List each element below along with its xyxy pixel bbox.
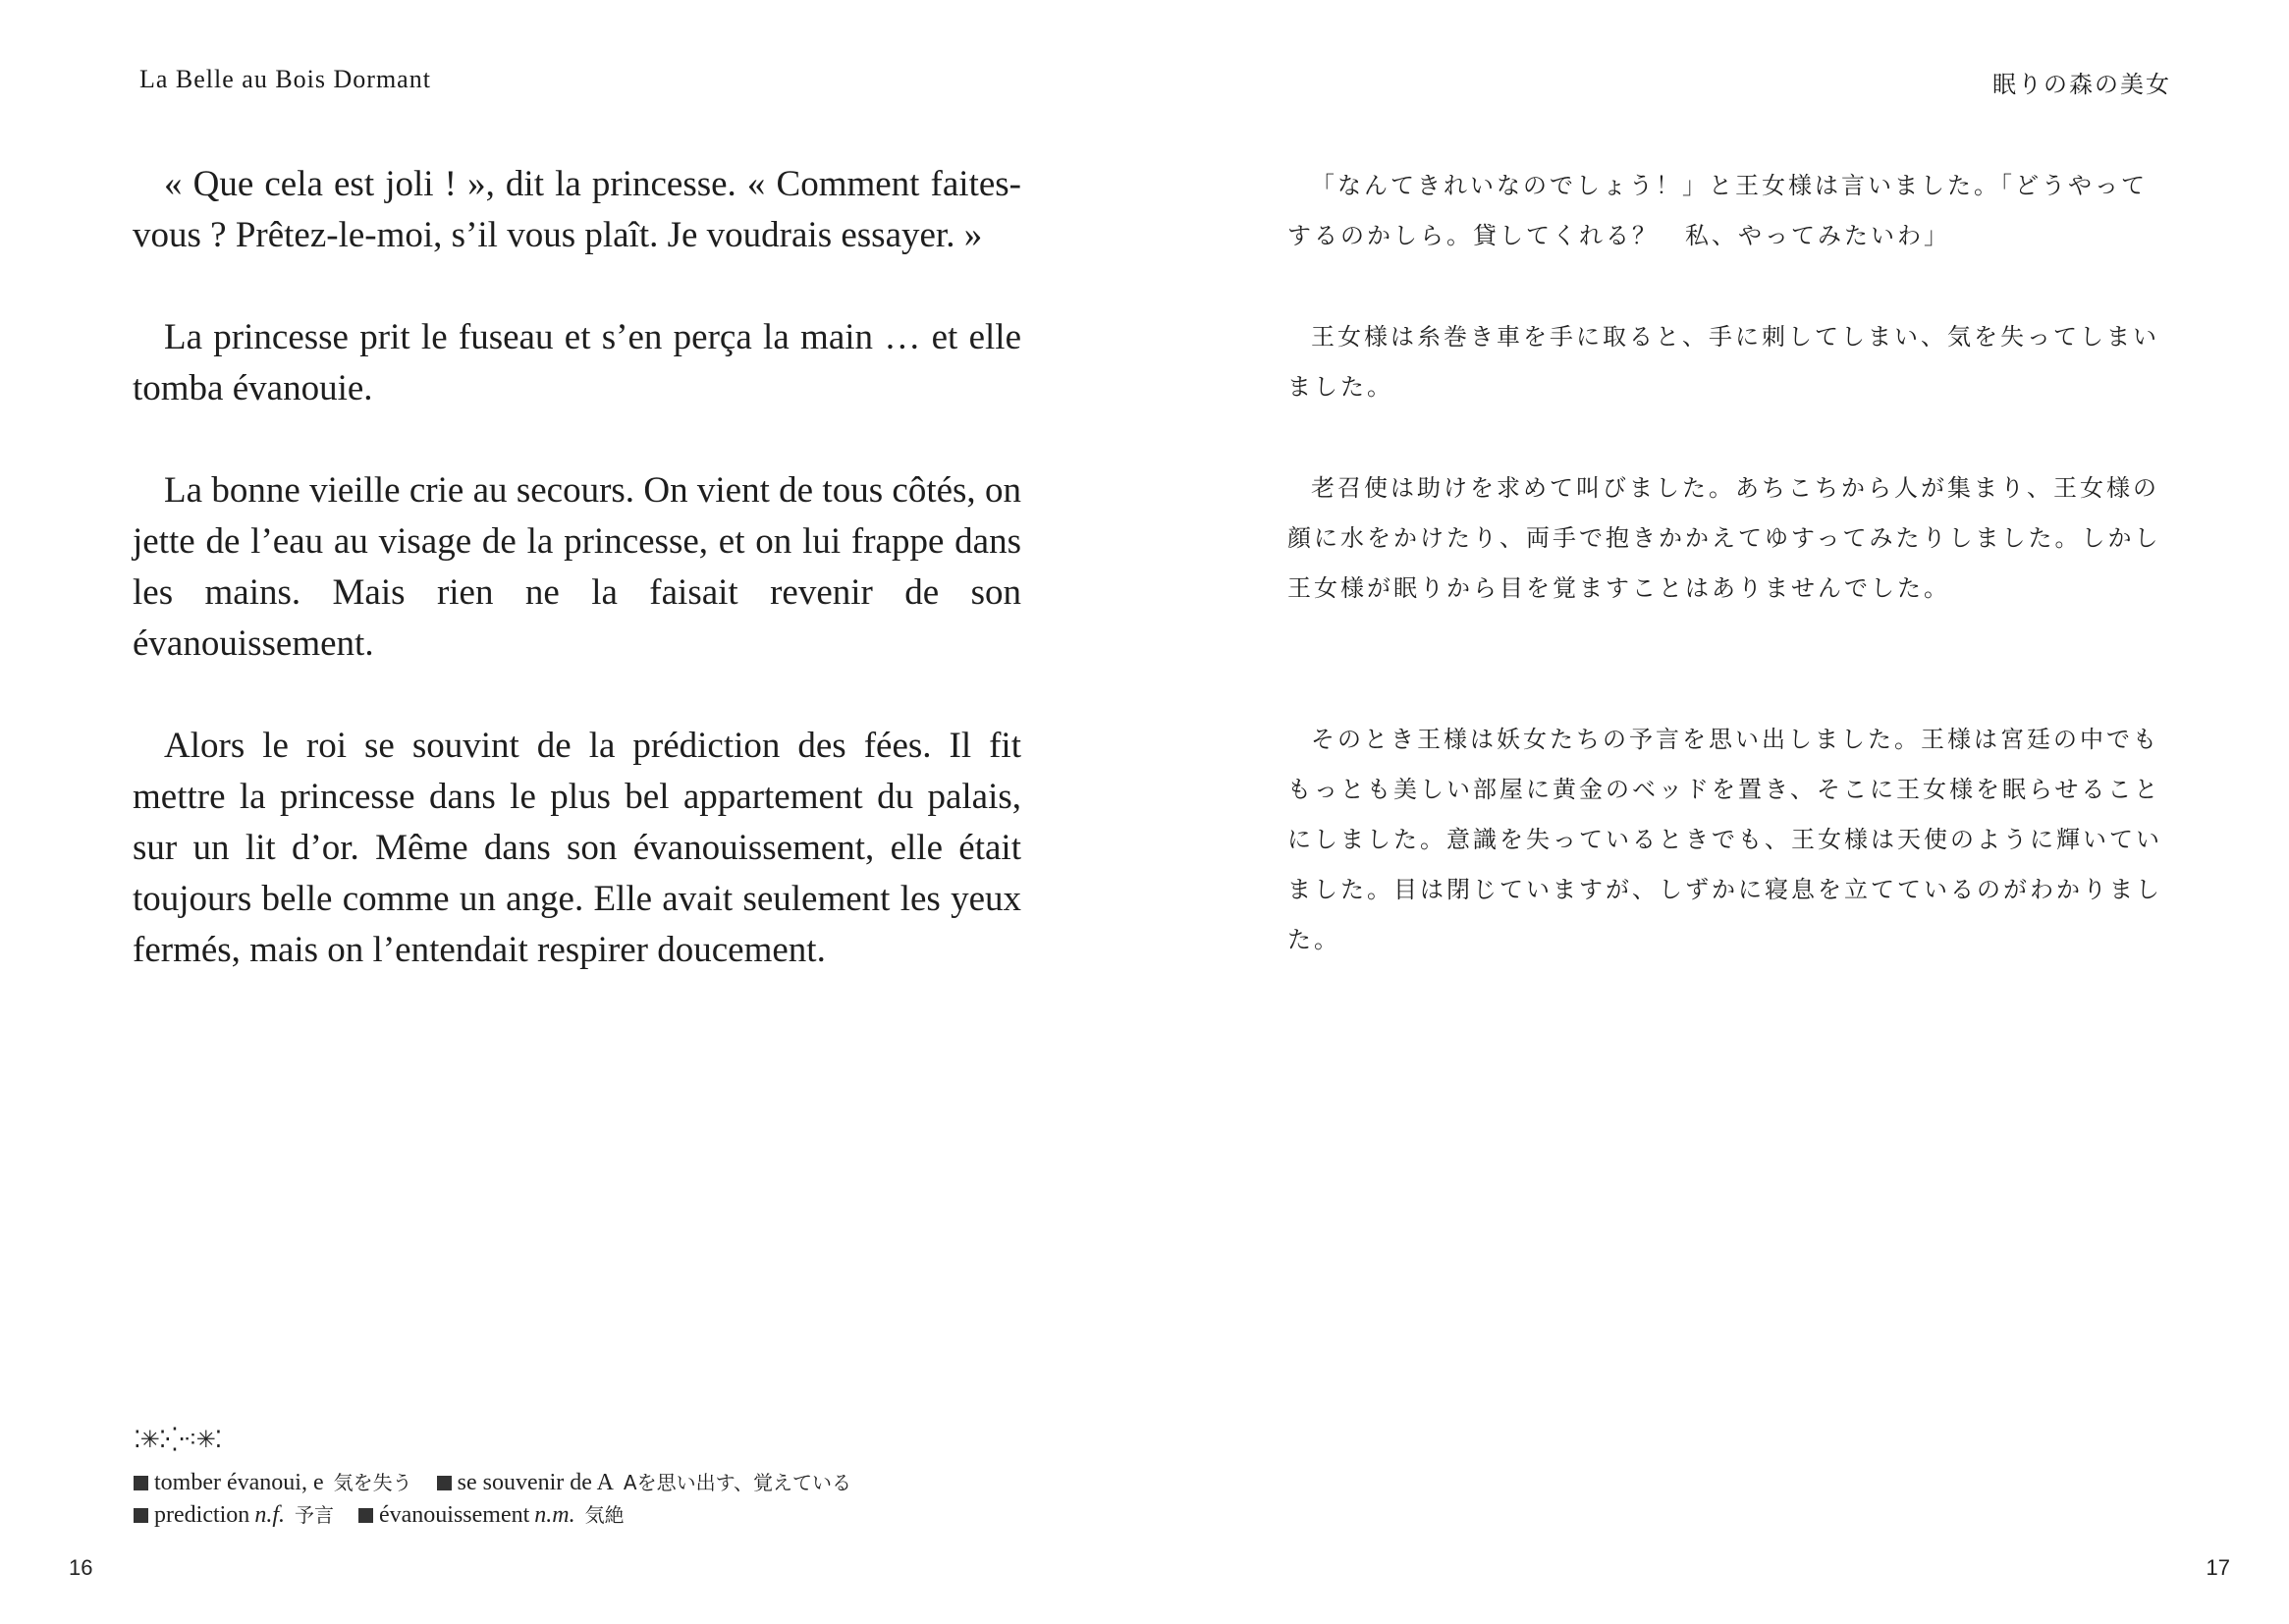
- glossary-definition: Aを思い出す、覚えている: [623, 1471, 852, 1494]
- glossary-part-of-speech: n.m.: [534, 1502, 575, 1528]
- glossary-entry: [134, 1471, 419, 1495]
- glossary-entry: [437, 1471, 851, 1495]
- glossary-entry: [134, 1503, 341, 1528]
- japanese-text-body: [1287, 161, 2171, 965]
- glossary-entry: [358, 1503, 625, 1528]
- vocabulary-glossary: [134, 1467, 1017, 1532]
- glossary-term: prediction: [154, 1502, 250, 1528]
- japanese-paragraph: 老召使は助けを求めて叫びました。あちこちから人が集まり、王女様の顔に水をかけたり、両手で抱きかかえてゆすってみたりしました。しかし王女様が眠りから目を覚ますことはありませんでした。: [1287, 474, 2161, 602]
- french-paragraph: La bonne vieille crie au secours. On vient de tous côtés, on jette de l’eau au visage de la princesse, et on lui frappe dans les mains. Mais rien ne la faisait revenir de son évanouissement.: [133, 470, 1021, 664]
- glossary-part-of-speech: n.f.: [254, 1502, 285, 1528]
- sparkle-ornament-icon: ⁚✳⁚⁛⁖✳⁚: [134, 1426, 222, 1453]
- french-text-body: [133, 159, 1021, 976]
- left-page: [0, 0, 1144, 1624]
- french-paragraph: La princesse prit le fuseau et s’en perça la main … et elle tomba évanouie.: [133, 317, 1021, 408]
- glossary-term: évanouissement: [378, 1502, 530, 1528]
- glossary-definition: 気を失う: [333, 1471, 412, 1494]
- french-paragraph: Alors le roi se souvint de la prédiction des fées. Il fit mettre la princesse dans le plus bel appartement du palais, sur un lit d’or. Même dans son évanouissement, elle était toujours belle comme un ange. Elle avait seulement les yeux fermés, mais on l’entendait respirer doucement.: [133, 726, 1021, 970]
- glossary-term: se souvenir de A: [457, 1470, 614, 1495]
- glossary-term: tomber évanoui, e: [154, 1470, 324, 1495]
- square-bullet-icon: [134, 1508, 148, 1523]
- page-number-left: 16: [69, 1555, 93, 1580]
- french-paragraph: « Que cela est joli ! », dit la princesse. « Comment faites-vous ? Prêtez-le-moi, s’il vous plaît. Je voudrais essayer. »: [133, 164, 1021, 255]
- japanese-paragraph: 王女様は糸巻き車を手に取ると、手に刺してしまい、気を失ってしまいました。: [1287, 323, 2159, 401]
- page-number-right: 17: [2206, 1555, 2230, 1580]
- glossary-definition: 予言: [294, 1503, 334, 1527]
- glossary-line: [134, 1499, 1017, 1532]
- glossary-definition: 気絶: [584, 1503, 625, 1527]
- square-bullet-icon: [437, 1476, 452, 1490]
- japanese-paragraph: 「なんてきれいなのでしょう！」と王女様は言いました。「どうやってするのかしら。貸してくれる？ 私、やってみたいわ」: [1287, 172, 2148, 249]
- glossary-line: [134, 1467, 1017, 1499]
- running-head-japanese: 眠りの森の美女: [1992, 71, 2171, 98]
- square-bullet-icon: [134, 1476, 148, 1490]
- right-page: [1145, 0, 2289, 1624]
- square-bullet-icon: [358, 1508, 373, 1523]
- japanese-paragraph: そのとき王様は妖女たちの予言を思い出しました。王様は宮廷の中でももっとも美しい部屋に黄金のベッドを置き、そこに王女様を眠らせることにしました。意識を失っているときでも、王女様は天使のように輝いていました。目は閉じていますが、しずかに寝息を立てているのがわかりました。: [1287, 726, 2162, 953]
- running-head-french: La Belle au Bois Dormant: [139, 65, 431, 93]
